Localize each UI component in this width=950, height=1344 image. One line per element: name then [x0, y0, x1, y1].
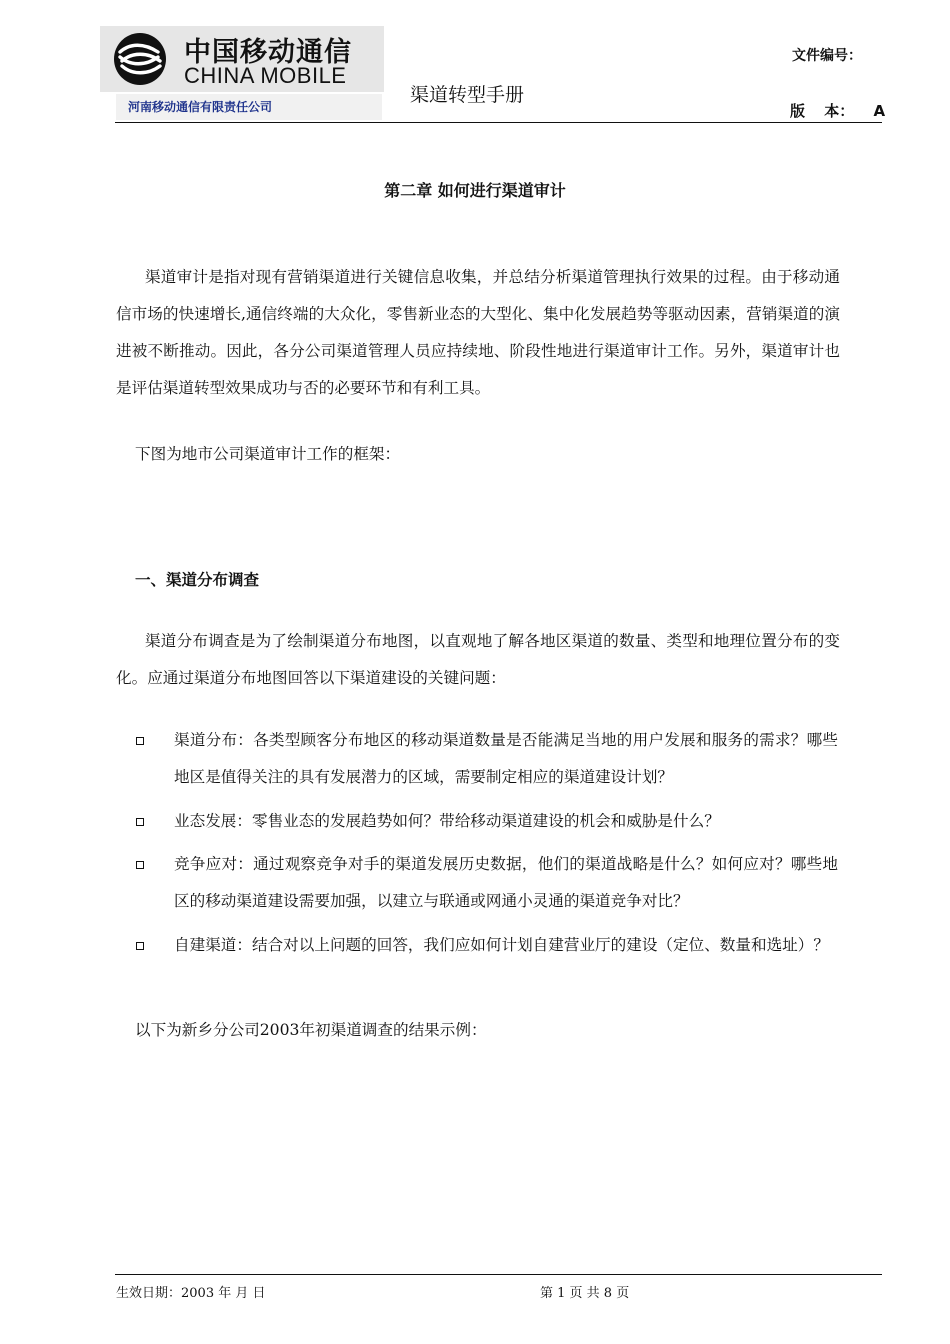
section-paragraph: [116, 623, 840, 697]
list-item: 竞争应对：通过观察竞争对手的渠道发展历史数据，他们的渠道战略是什么？如何应对？哪些地区的移动渠道建设需要加强，以建立与联通或网通小灵通的渠道竞争对比？: [174, 855, 838, 910]
section-paragraph-text: 渠道分布调查是为了绘制渠道分布地图，以直观地了解各地区渠道的数量、类型和地理位置分布的变化。应通过渠道分布地图回答以下渠道建设的关键问题：: [116, 632, 840, 687]
footer-effective-date: 生效日期：2003 年 月 日: [116, 1286, 266, 1301]
framework-intro: [116, 436, 840, 473]
example-intro-text: 以下为新乡分公司2003年初渠道调查的结果示例：: [135, 1021, 487, 1039]
framework-intro-text: 下图为地市公司渠道审计工作的框架：: [135, 445, 401, 463]
footer-page-number: 第 1 页 共 8 页: [540, 1286, 630, 1301]
document-title: 渠道转型手册: [410, 84, 525, 106]
footer-divider: [115, 1274, 882, 1275]
company-name: 河南移动通信有限责任公司: [128, 100, 273, 114]
example-intro: [116, 1012, 840, 1049]
section-heading: 一、渠道分布调查: [135, 571, 260, 589]
list-item: 自建渠道：结合对以上问题的回答，我们应如何计划自建营业厅的建设（定位、数量和选址）？: [174, 936, 829, 954]
china-mobile-logo-icon: [112, 31, 168, 87]
intro-paragraph: [116, 259, 840, 407]
checkbox-bullet-icon: [136, 942, 144, 950]
file-number-label: 文件编号：: [792, 48, 862, 64]
company-banner: [116, 94, 382, 120]
list-item: 业态发展：零售业态的发展趋势如何？带给移动渠道建设的机会和威胁是什么？: [174, 812, 720, 830]
header-divider: [115, 122, 882, 123]
version-value: A: [873, 102, 886, 120]
intro-paragraph-text: 渠道审计是指对现有营销渠道进行关键信息收集，并总结分析渠道管理执行效果的过程。由于移动通信市场的快速增长,通信终端的大众化，零售新业态的大型化、集中化发展趋势等驱动因素，营销渠道的演进被不断推动。因此，各分公司渠道管理人员应持续地、阶段性地进行渠道审计工作。另外，渠道审计也是评估渠道转型效果成功与否的必要环节和有利工具。: [116, 268, 840, 397]
logo-chinese-text: 中国移动通信: [184, 37, 352, 68]
chapter-title: 第二章 如何进行渠道审计: [384, 181, 566, 200]
checkbox-bullet-icon: [136, 818, 144, 826]
checkbox-bullet-icon: [136, 737, 144, 745]
list-item: 渠道分布：各类型顾客分布地区的移动渠道数量是否能满足当地的用户发展和服务的需求？哪些地区是值得关注的具有发展潜力的区域，需要制定相应的渠道建设计划？: [174, 731, 838, 786]
logo-area: [100, 26, 384, 92]
version-line: [790, 100, 885, 121]
logo-english-text: CHINA MOBILE: [184, 63, 347, 88]
version-label: 版 本：: [790, 102, 855, 120]
checkbox-bullet-icon: [136, 861, 144, 869]
